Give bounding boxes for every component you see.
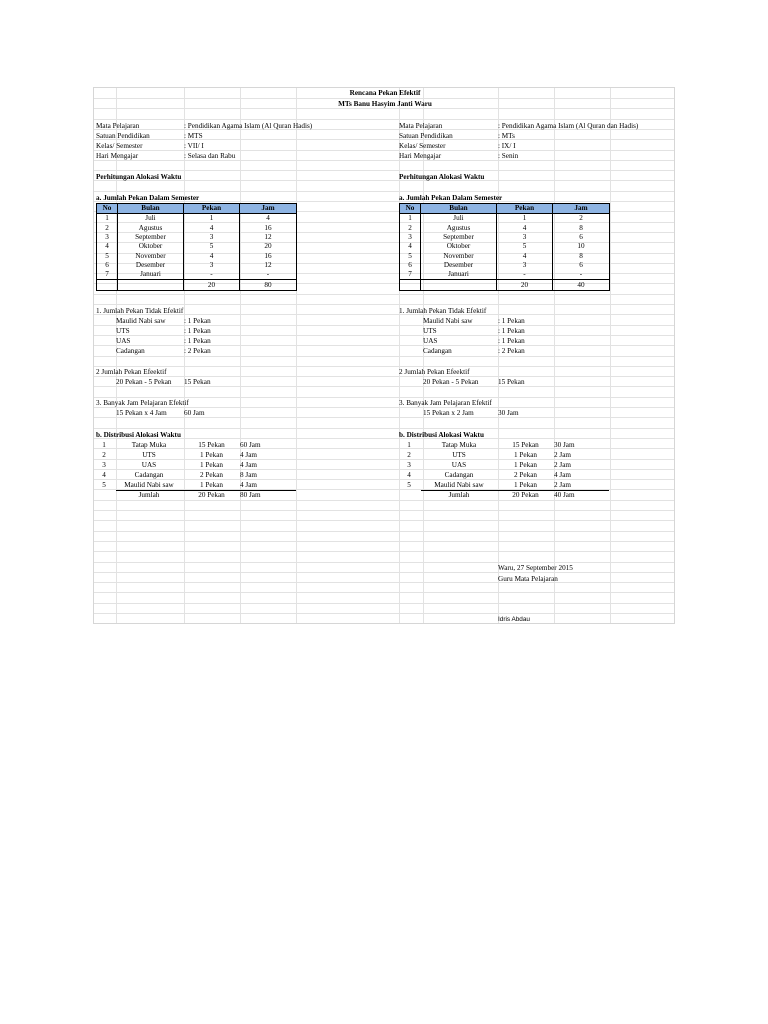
table-cell: 6 (553, 233, 610, 242)
jam-result: 60 Jam (184, 409, 205, 417)
table-row (97, 270, 297, 280)
grid-col-line (554, 88, 555, 623)
info-value: : VII/ I (184, 142, 204, 150)
table-total-row (97, 280, 297, 290)
table-cell: Oktober (118, 242, 184, 251)
table-row (400, 261, 610, 270)
table-cell: Oktober (421, 242, 497, 251)
grid-row-line (94, 592, 674, 593)
table-cell: 3 (184, 261, 240, 270)
dist-pekan: 1 Pekan (514, 451, 537, 459)
table-cell: September (118, 233, 184, 242)
jam-title: 3. Banyak Jam Pelajaran Efektif (96, 399, 189, 407)
grid-row-line (94, 150, 674, 151)
dist-no: 4 (102, 471, 106, 479)
table-cell: 12 (240, 233, 297, 242)
dist-jam: 2 Jam (554, 481, 571, 489)
info-value: : Senin (498, 152, 519, 160)
signature-name: Idris Abdau (498, 616, 530, 623)
nonef-value: : 1 Pekan (498, 327, 525, 335)
grid-row-line (94, 520, 674, 521)
table-cell: 5 (497, 242, 553, 251)
nonef-value: : 2 Pekan (498, 347, 525, 355)
dist-item: UAS (451, 461, 467, 469)
dist-pekan: 1 Pekan (514, 461, 537, 469)
dist-item: UAS (141, 461, 157, 469)
ef-title: 2 Jumlah Pekan Efeektif (399, 368, 470, 376)
dist-pekan: 15 Pekan (512, 441, 539, 449)
table-cell: 5 (97, 251, 118, 260)
table-row (400, 233, 610, 242)
dist-no: 2 (102, 451, 106, 459)
grid-col-line (240, 88, 241, 623)
table-cell: 3 (400, 233, 421, 242)
table-header-row (400, 204, 610, 214)
grid-row-line (94, 541, 674, 542)
section-title: Perhitungan Alokasi Waktu (399, 173, 485, 181)
table-cell: 16 (240, 224, 297, 233)
table-row (400, 251, 610, 260)
table-cell: - (240, 270, 297, 280)
nonef-label: UTS (423, 327, 437, 335)
dist-no: 3 (407, 461, 411, 469)
info-label: Satuan Pendidikan (399, 132, 453, 140)
jam-calc: 15 Pekan x 4 Jam (116, 409, 167, 417)
table-row (97, 251, 297, 260)
dist-jam: 4 Jam (240, 481, 257, 489)
dist-item: Cadangan (444, 471, 474, 479)
dist-total-jam: 80 Jam (240, 491, 261, 499)
dist-item: Cadangan (134, 471, 164, 479)
header-cell: Bulan (421, 204, 497, 214)
table-cell: Agustus (118, 224, 184, 233)
header-cell: No (400, 204, 421, 214)
dist-jam: 60 Jam (240, 441, 261, 449)
grid-row-line (94, 582, 674, 583)
dist-title: b. Distribusi Alokasi Waktu (399, 431, 484, 439)
total-jam: 80 (240, 280, 297, 290)
nonef-value: : 1 Pekan (498, 337, 525, 345)
dist-item: Maulid Nabi saw (124, 481, 174, 489)
dist-no: 4 (407, 471, 411, 479)
grid-row-line (94, 335, 674, 336)
table-row (97, 214, 297, 224)
nonef-value: : 1 Pekan (184, 337, 211, 345)
grid-row-line (94, 428, 674, 429)
table-cell: Agustus (421, 224, 497, 233)
table-cell: Juli (118, 214, 184, 224)
table-row (400, 270, 610, 280)
nonef-label: Maulid Nabi saw (116, 317, 166, 325)
table-cell: 1 (97, 214, 118, 224)
table-cell: 6 (400, 261, 421, 270)
grid-row-line (94, 572, 674, 573)
table-cell: Januari (421, 270, 497, 280)
table-cell: 16 (240, 251, 297, 260)
grid-row-line (94, 119, 674, 120)
table-cell: - (497, 270, 553, 280)
nonef-value: : 1 Pekan (184, 317, 211, 325)
grid-row-line (94, 294, 674, 295)
grid-row-line (94, 562, 674, 563)
table-cell: 2 (553, 214, 610, 224)
header-cell: Jam (553, 204, 610, 214)
table-cell: 8 (553, 224, 610, 233)
dist-total-label: Jumlah (138, 491, 160, 499)
section-title: Perhitungan Alokasi Waktu (96, 173, 182, 181)
table-cell: 2 (97, 224, 118, 233)
dist-jam: 2 Jam (554, 461, 571, 469)
table-cell: November (118, 251, 184, 260)
dist-total-pekan: 20 Pekan (512, 491, 539, 499)
dist-item: UTS (142, 451, 156, 459)
info-label: Hari Mengajar (96, 152, 139, 160)
grid-row-line (94, 139, 674, 140)
signature-place-date: Waru, 27 September 2015 (498, 564, 573, 572)
table-cell: Juli (421, 214, 497, 224)
grid-row-line (94, 304, 674, 305)
table-cell: 8 (553, 251, 610, 260)
ef-result: 15 Pekan (184, 378, 211, 386)
info-label: Kelas/ Semester (96, 142, 143, 150)
weeks-table (399, 203, 610, 291)
info-value: : MTs (498, 132, 515, 140)
grid-row-line (94, 417, 674, 418)
dist-pekan: 1 Pekan (200, 451, 223, 459)
table-cell: 1 (400, 214, 421, 224)
ef-calc: 20 Pekan - 5 Pekan (423, 378, 479, 386)
signature-role: Guru Mata Pelajaran (498, 575, 558, 583)
table-cell: November (421, 251, 497, 260)
grid-row-line (94, 170, 674, 171)
header-cell: No (97, 204, 118, 214)
info-label: Hari Mengajar (399, 152, 442, 160)
total-pekan: 20 (184, 280, 240, 290)
table-cell: 7 (400, 270, 421, 280)
school-name: MTs Banu Hasyim Janti Waru (338, 100, 432, 108)
nonef-label: Cadangan (423, 347, 452, 355)
table-cell: 10 (553, 242, 610, 251)
table-row (97, 224, 297, 233)
table-total-row (400, 280, 610, 290)
dist-jam: 30 Jam (554, 441, 575, 449)
nonef-title: 1. Jumlah Pekan Tidak Efektif (96, 307, 184, 315)
header-cell: Pekan (497, 204, 553, 214)
dist-item: Tatap Muka (131, 441, 167, 449)
table-cell: 3 (497, 261, 553, 270)
table-cell: 1 (184, 214, 240, 224)
dist-pekan: 1 Pekan (200, 481, 223, 489)
table-row (400, 224, 610, 233)
table-cell: 4 (497, 224, 553, 233)
table-header-row (97, 204, 297, 214)
nonef-value: : 1 Pekan (184, 327, 211, 335)
dist-total-label: Jumlah (448, 491, 470, 499)
table-title: a. Jumlah Pekan Dalam Semester (96, 194, 200, 202)
grid-row-line (94, 531, 674, 532)
dist-pekan: 2 Pekan (514, 471, 537, 479)
dist-jam: 8 Jam (240, 471, 257, 479)
dist-item: Tatap Muka (441, 441, 477, 449)
nonef-label: Cadangan (116, 347, 145, 355)
dist-item: Maulid Nabi saw (434, 481, 484, 489)
table-cell: 4 (184, 251, 240, 260)
dist-no: 1 (102, 441, 106, 449)
table-cell: 3 (97, 233, 118, 242)
grid-col-line (399, 88, 400, 623)
table-row (97, 233, 297, 242)
grid-row-line (94, 510, 674, 511)
grid-row-line (94, 345, 674, 346)
grid-row-line (94, 356, 674, 357)
table-cell: 2 (400, 224, 421, 233)
grid-row-line (94, 551, 674, 552)
jam-result: 30 Jam (498, 409, 519, 417)
nonef-label: UTS (116, 327, 130, 335)
grid-row-line (94, 325, 674, 326)
dist-pekan: 15 Pekan (198, 441, 225, 449)
table-cell: 6 (97, 261, 118, 270)
info-value: : MTS (184, 132, 203, 140)
jam-title: 3. Banyak Jam Pelajaran Efektif (399, 399, 492, 407)
grid-row-line (94, 623, 674, 624)
total-jam: 40 (553, 280, 610, 290)
table-cell: 3 (497, 233, 553, 242)
grid-row-line (94, 191, 674, 192)
info-label: Satuan Pendidikan (96, 132, 150, 140)
table-cell: 7 (97, 270, 118, 280)
info-value: : Pendidikan Agama Islam (Al Quran dan Hadis) (498, 122, 639, 130)
dist-jam: 4 Jam (240, 461, 257, 469)
table-cell (400, 280, 421, 290)
grid-row-line (94, 438, 674, 439)
table-row (97, 261, 297, 270)
table-cell: 5 (400, 251, 421, 260)
table-cell: 20 (240, 242, 297, 251)
dist-jam: 4 Jam (240, 451, 257, 459)
dist-no: 1 (407, 441, 411, 449)
dist-pekan: 2 Pekan (200, 471, 223, 479)
dist-pekan: 1 Pekan (514, 481, 537, 489)
info-value: : IX/ I (498, 142, 516, 150)
dist-no: 5 (407, 481, 411, 489)
dist-title: b. Distribusi Alokasi Waktu (96, 431, 181, 439)
table-cell (118, 280, 184, 290)
dist-no: 2 (407, 451, 411, 459)
table-cell: 3 (184, 233, 240, 242)
dist-jam: 2 Jam (554, 451, 571, 459)
table-cell: 4 (184, 224, 240, 233)
grid-row-line (94, 603, 674, 604)
nonef-label: UAS (116, 337, 131, 345)
grid-row-line (94, 376, 674, 377)
table-cell: 4 (400, 242, 421, 251)
nonef-title: 1. Jumlah Pekan Tidak Efektif (399, 307, 487, 315)
table-cell: 4 (497, 251, 553, 260)
table-cell: 6 (553, 261, 610, 270)
table-cell: 4 (240, 214, 297, 224)
spreadsheet-page (93, 87, 675, 624)
grid-row-line (94, 613, 674, 614)
nonef-value: : 2 Pekan (184, 347, 211, 355)
table-cell (421, 280, 497, 290)
ef-result: 15 Pekan (498, 378, 525, 386)
grid-row-line (94, 366, 674, 367)
table-title: a. Jumlah Pekan Dalam Semester (399, 194, 503, 202)
document-title: Rencana Pekan Efektif (349, 89, 421, 97)
nonef-value: : 1 Pekan (498, 317, 525, 325)
info-label: Kelas/ Semester (399, 142, 446, 150)
table-row (400, 214, 610, 224)
table-cell: 5 (184, 242, 240, 251)
table-cell: Desember (421, 261, 497, 270)
header-cell: Bulan (118, 204, 184, 214)
total-pekan: 20 (497, 280, 553, 290)
grid-row-line (94, 160, 674, 161)
info-value: : Selasa dan Rabu (184, 152, 236, 160)
dist-no: 3 (102, 461, 106, 469)
table-row (400, 242, 610, 251)
table-cell: - (553, 270, 610, 280)
table-cell: 12 (240, 261, 297, 270)
nonef-label: Maulid Nabi saw (423, 317, 473, 325)
table-cell: 4 (97, 242, 118, 251)
header-cell: Pekan (184, 204, 240, 214)
table-cell: September (421, 233, 497, 242)
dist-total-jam: 40 Jam (554, 491, 575, 499)
dist-jam: 4 Jam (554, 471, 571, 479)
header-cell: Jam (240, 204, 297, 214)
grid-col-line (296, 88, 297, 623)
dist-item: UTS (452, 451, 466, 459)
info-value: : Pendidikan Agama Islam (Al Quran Hadis) (184, 122, 313, 130)
table-cell: 1 (497, 214, 553, 224)
table-cell (97, 280, 118, 290)
grid-row-line (94, 386, 674, 387)
table-cell: Desember (118, 261, 184, 270)
weeks-table (96, 203, 297, 291)
jam-calc: 15 Pekan x 2 Jam (423, 409, 474, 417)
table-cell: - (184, 270, 240, 280)
ef-title: 2 Jumlah Pekan Efeektif (96, 368, 167, 376)
dist-no: 5 (102, 481, 106, 489)
dist-pekan: 1 Pekan (200, 461, 223, 469)
info-label: Mata Pelajaran (399, 122, 443, 130)
grid-col-line (610, 88, 611, 623)
ef-calc: 20 Pekan - 5 Pekan (116, 378, 172, 386)
dist-total-pekan: 20 Pekan (198, 491, 225, 499)
info-label: Mata Pelajaran (96, 122, 140, 130)
table-row (97, 242, 297, 251)
nonef-label: UAS (423, 337, 438, 345)
table-cell: Januari (118, 270, 184, 280)
